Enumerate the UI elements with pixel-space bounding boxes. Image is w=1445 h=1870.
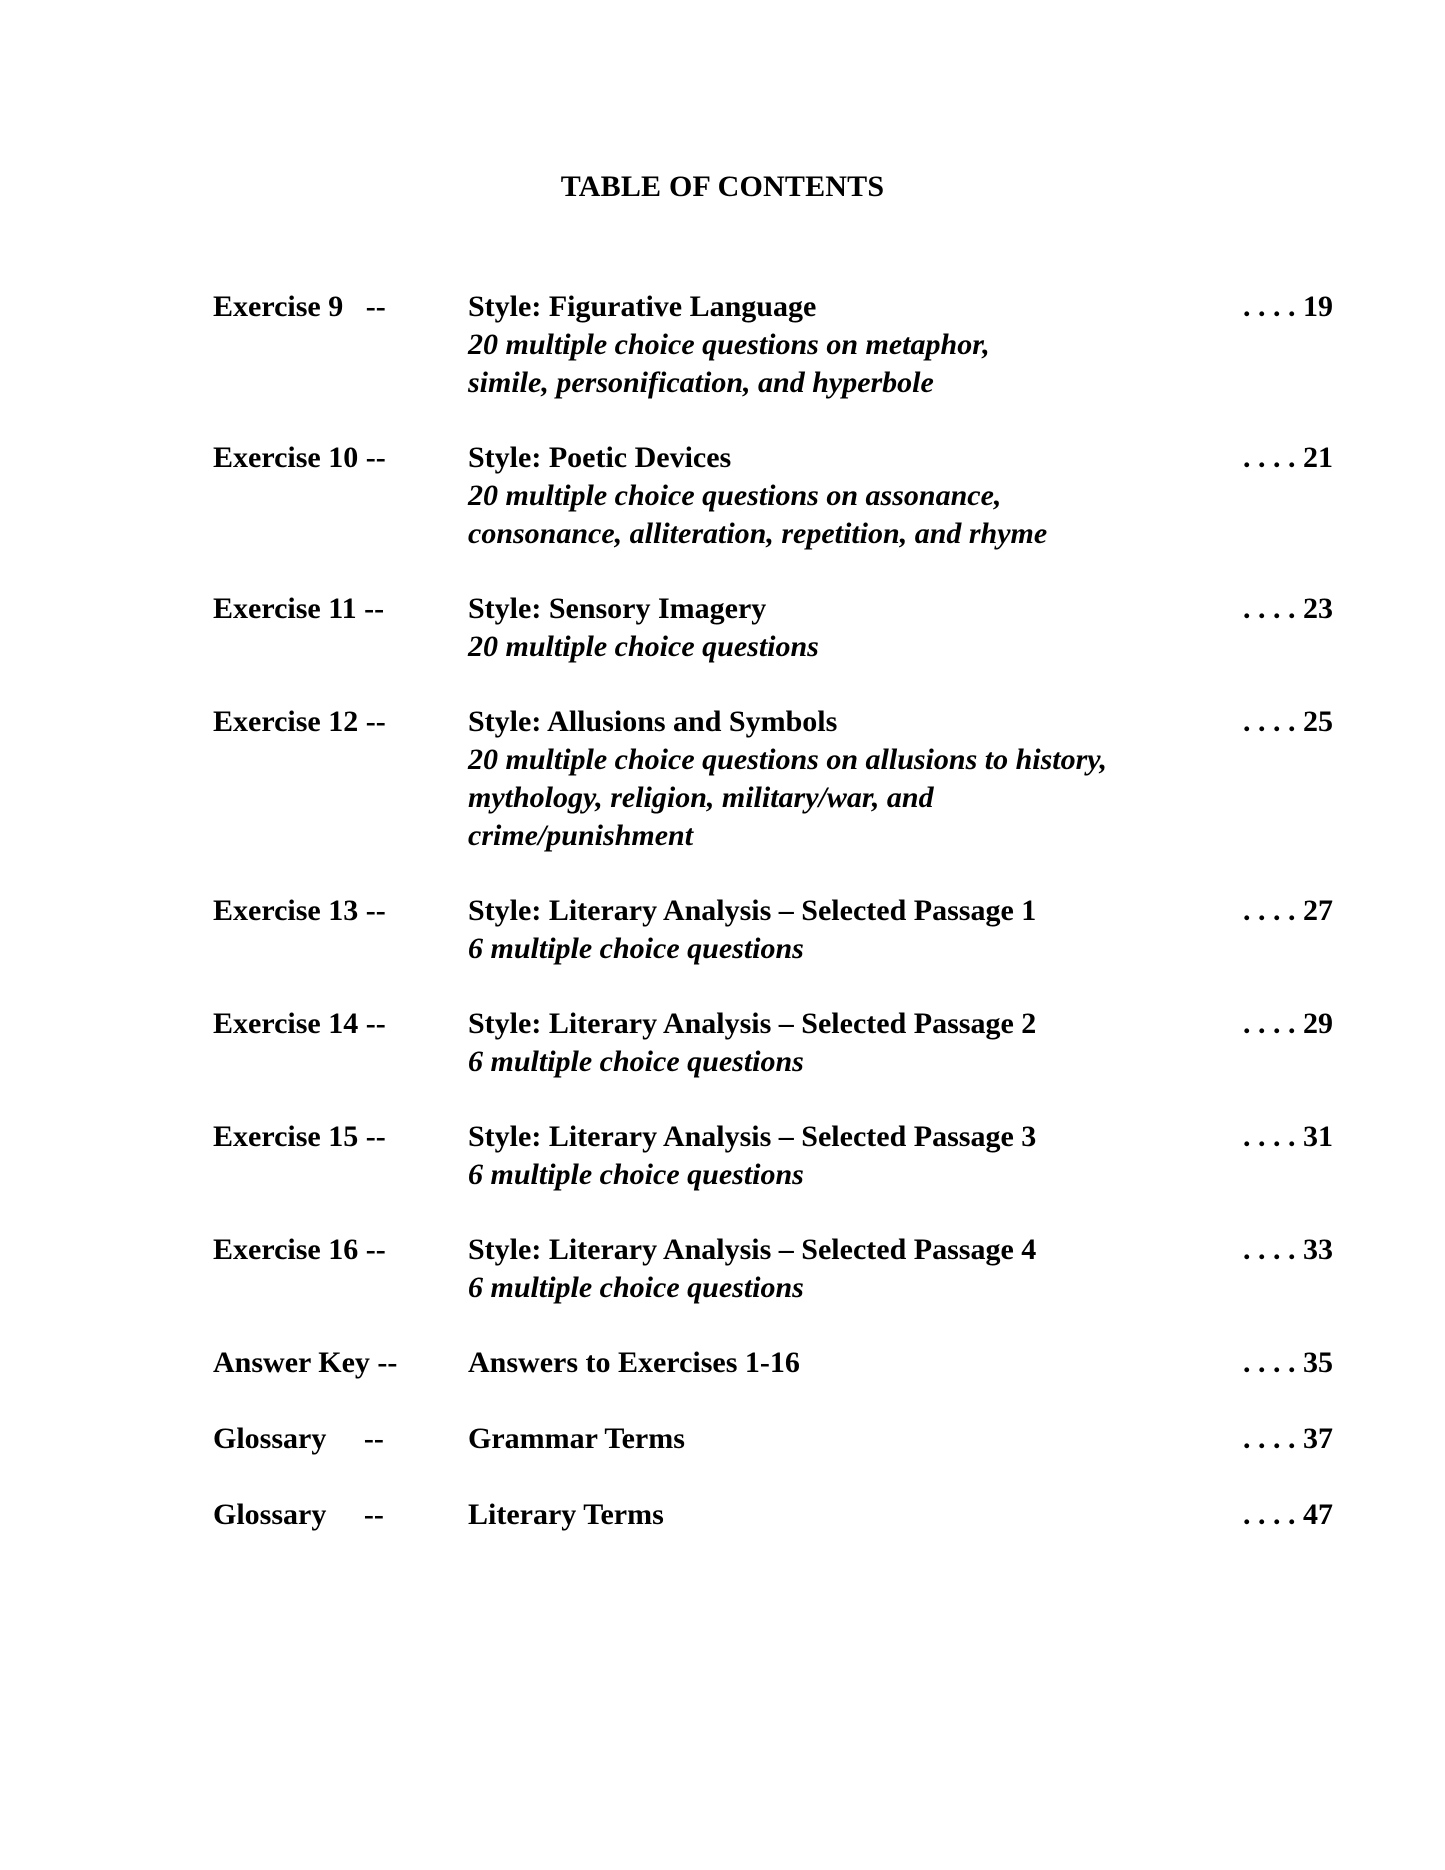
toc-entry-content xyxy=(468,1005,1128,1081)
toc-entry-page: . . . . 31 xyxy=(1243,1120,1333,1153)
toc-entry-heading: Style: Literary Analysis – Selected Passage 3 xyxy=(468,1120,1037,1153)
toc-entry[interactable] xyxy=(213,1118,1333,1194)
toc-entry[interactable] xyxy=(213,1005,1333,1081)
toc-entry-page: . . . . 37 xyxy=(1243,1422,1333,1455)
toc-entry-description: 20 multiple choice questions on metaphor, simile, personification, and hyperbole xyxy=(468,328,990,399)
toc-entry-label: Exercise 9 -- xyxy=(213,290,386,323)
toc-list xyxy=(213,288,1333,1534)
toc-entry-label: Glossary -- xyxy=(213,1422,384,1455)
toc-entry[interactable] xyxy=(213,703,1333,855)
toc-entry-description: 6 multiple choice questions xyxy=(468,1045,804,1078)
toc-entry-heading: Style: Poetic Devices xyxy=(468,441,732,474)
toc-entry-heading: Style: Allusions and Symbols xyxy=(468,705,838,738)
toc-entry-page: . . . . 23 xyxy=(1243,592,1333,625)
toc-entry-page: . . . . 19 xyxy=(1243,290,1333,323)
toc-entry-page: . . . . 21 xyxy=(1243,441,1333,474)
toc-entry-label: Exercise 13 -- xyxy=(213,894,386,927)
toc-entry-label: Exercise 10 -- xyxy=(213,441,386,474)
toc-entry-heading: Style: Figurative Language xyxy=(468,290,817,323)
toc-entry-page: . . . . 25 xyxy=(1243,705,1333,738)
toc-entry-description: 6 multiple choice questions xyxy=(468,1158,804,1191)
toc-entry-description: 20 multiple choice questions on allusions to history, mythology, religion, military/war, and crime/punishment xyxy=(468,743,1107,852)
toc-entry-description: 6 multiple choice questions xyxy=(468,932,804,965)
toc-entry-page: . . . . 29 xyxy=(1243,1007,1333,1040)
toc-entry[interactable] xyxy=(213,288,1333,402)
toc-entry-heading: Style: Literary Analysis – Selected Passage 4 xyxy=(468,1233,1037,1266)
toc-entry[interactable] xyxy=(213,892,1333,968)
toc-entry-content xyxy=(468,703,1128,855)
toc-entry-page: . . . . 33 xyxy=(1243,1233,1333,1266)
toc-entry-page: . . . . 27 xyxy=(1243,894,1333,927)
toc-entry-heading: Literary Terms xyxy=(468,1498,664,1531)
toc-entry-content xyxy=(468,1420,1128,1458)
toc-entry-description: 6 multiple choice questions xyxy=(468,1271,804,1304)
toc-entry-content xyxy=(468,1496,1128,1534)
toc-entry[interactable] xyxy=(213,590,1333,666)
toc-entry-content xyxy=(468,590,1128,666)
toc-entry-label: Answer Key -- xyxy=(213,1346,398,1379)
toc-entry-content xyxy=(468,288,1128,402)
toc-entry[interactable] xyxy=(213,1231,1333,1307)
toc-entry-description: 20 multiple choice questions xyxy=(468,630,819,663)
toc-entry[interactable] xyxy=(213,1420,1333,1458)
toc-entry-content xyxy=(468,892,1128,968)
toc-entry-content xyxy=(468,1344,1128,1382)
toc-entry-label: Exercise 14 -- xyxy=(213,1007,386,1040)
toc-entry-label: Glossary -- xyxy=(213,1498,384,1531)
toc-entry[interactable] xyxy=(213,439,1333,553)
toc-entry-description: 20 multiple choice questions on assonance, consonance, alliteration, repetition, and rhyme xyxy=(468,479,1048,550)
toc-entry-content xyxy=(468,1231,1128,1307)
page-title: TABLE OF CONTENTS xyxy=(560,170,885,203)
toc-entry-label: Exercise 11 -- xyxy=(213,592,385,625)
toc-entry-heading: Style: Literary Analysis – Selected Passage 1 xyxy=(468,894,1037,927)
toc-entry[interactable] xyxy=(213,1344,1333,1382)
toc-entry-heading: Style: Sensory Imagery xyxy=(468,592,767,625)
toc-entry-label: Exercise 15 -- xyxy=(213,1120,386,1153)
toc-entry-label: Exercise 12 -- xyxy=(213,705,386,738)
toc-entry-label: Exercise 16 -- xyxy=(213,1233,386,1266)
toc-entry-content xyxy=(468,1118,1128,1194)
toc-entry-heading: Style: Literary Analysis – Selected Passage 2 xyxy=(468,1007,1037,1040)
toc-entry-heading: Answers to Exercises 1-16 xyxy=(468,1346,800,1379)
toc-entry[interactable] xyxy=(213,1496,1333,1534)
toc-entry-page: . . . . 47 xyxy=(1243,1498,1333,1531)
toc-entry-content xyxy=(468,439,1128,553)
toc-entry-heading: Grammar Terms xyxy=(468,1422,685,1455)
toc-entry-page: . . . . 35 xyxy=(1243,1346,1333,1379)
